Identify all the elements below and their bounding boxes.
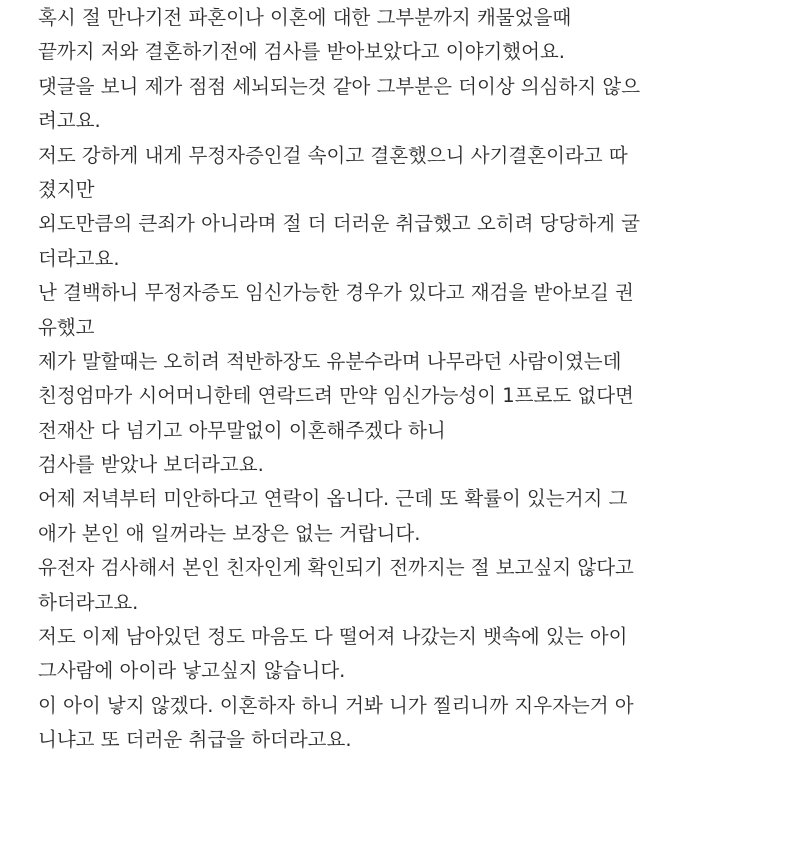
text-line: 애가 본인 애 일꺼라는 보장은 없는 거랍니다. bbox=[38, 521, 421, 545]
text-line: 저도 이제 남아있던 정도 마음도 다 떨어져 나갔는지 뱃속에 있는 아이 bbox=[38, 625, 628, 649]
text-line: 친정엄마가 시어머니한테 연락드려 만약 임신가능성이 1프로도 없다면 bbox=[38, 384, 634, 408]
post-body-text bbox=[38, 0, 788, 758]
text-line: 혹시 절 만나기전 파혼이나 이혼에 대한 그부분까지 캐물었을때 bbox=[38, 6, 572, 29]
text-line: 저도 강하게 내게 무정자증인걸 속이고 결혼했으니 사기결혼이라고 따 bbox=[38, 143, 628, 167]
text-line: 유전자 검사해서 본인 친자인게 확인되기 전까지는 절 보고싶지 않다고 bbox=[38, 556, 634, 580]
text-line: 니냐고 또 더러운 취급을 하더라고요. bbox=[38, 728, 352, 752]
text-line: 이 아이 낳지 않겠다. 이혼하자 하니 거봐 니가 찔리니까 지우자는거 아 bbox=[38, 693, 634, 717]
text-line: 유했고 bbox=[38, 315, 95, 339]
text-line: 외도만큼의 큰죄가 아니라며 절 더 더러운 취급했고 오히려 당당하게 굴 bbox=[38, 212, 641, 236]
text-line: 전재산 다 넘기고 아무말없이 이혼해주겠다 하니 bbox=[38, 418, 446, 442]
text-line: 제가 말할때는 오히려 적반하장도 유분수라며 나무라던 사람이였는데 bbox=[38, 349, 622, 373]
text-line: 려고요. bbox=[38, 109, 101, 133]
text-line: 졌지만 bbox=[38, 177, 95, 201]
text-line: 어제 저녁부터 미안하다고 연락이 옵니다. 근데 또 확률이 있는거지 그 bbox=[38, 487, 628, 511]
text-line: 댓글을 보니 제가 점점 세뇌되는것 같아 그부분은 더이상 의심하지 않으 bbox=[38, 74, 641, 98]
text-line: 난 결백하니 무정자증도 임신가능한 경우가 있다고 재검을 받아보길 권 bbox=[38, 281, 634, 305]
text-line: 하더라고요. bbox=[38, 590, 139, 614]
text-line: 끝까지 저와 결혼하기전에 검사를 받아보았다고 이야기했어요. bbox=[38, 40, 565, 64]
text-line: 그사람에 아이라 낳고싶지 않습니다. bbox=[38, 659, 346, 683]
text-line: 검사를 받았나 보더라고요. bbox=[38, 453, 264, 477]
text-line: 더라고요. bbox=[38, 246, 120, 270]
